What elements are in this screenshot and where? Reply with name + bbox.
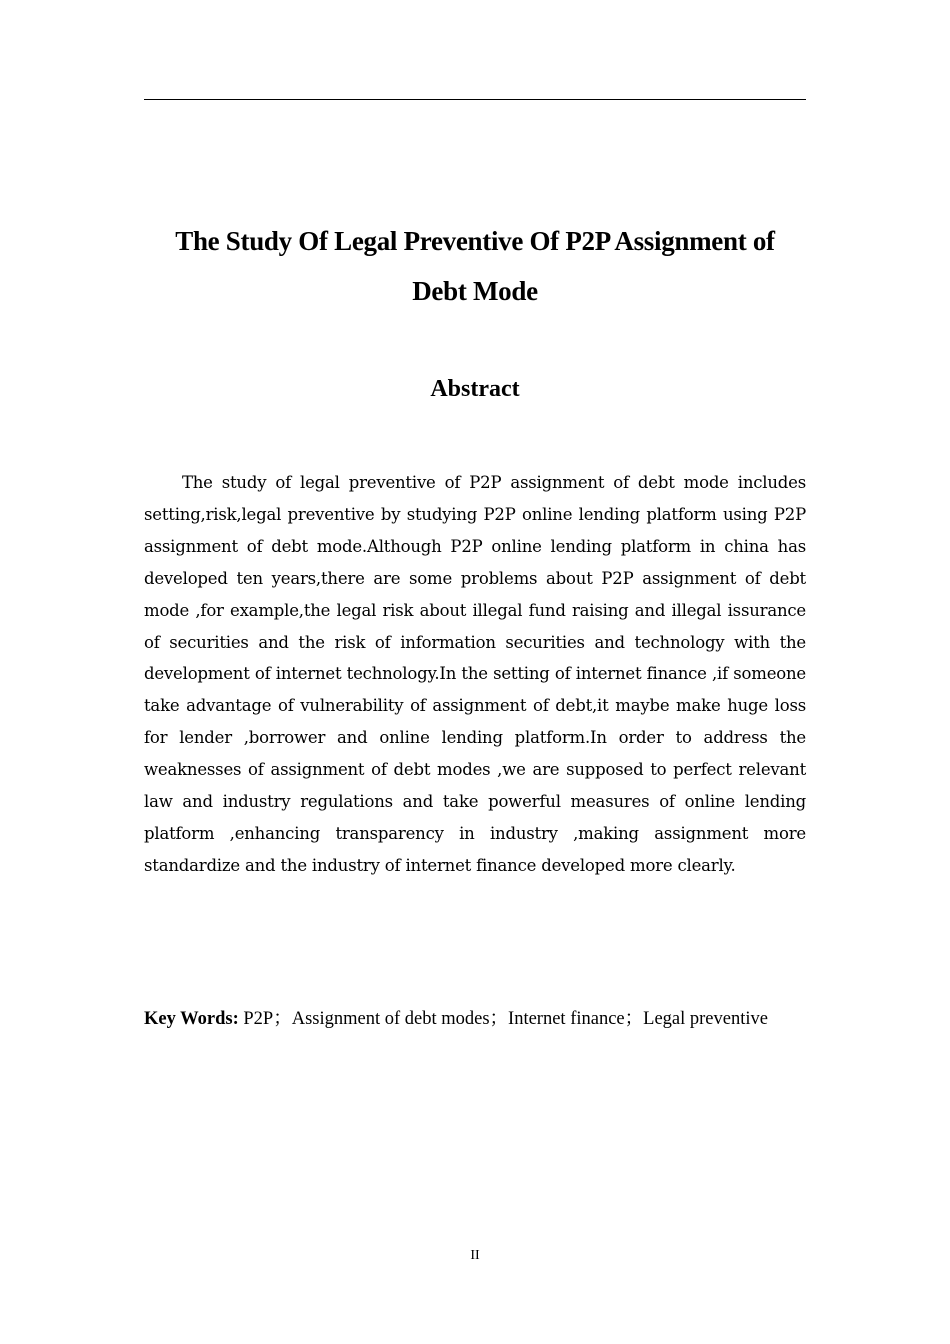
keywords-label: Key Words: xyxy=(144,1009,244,1029)
title-line-1: The Study Of Legal Preventive Of P2P Assignment of xyxy=(175,226,775,256)
page-number: II xyxy=(470,1248,480,1263)
keyword-separator: ； xyxy=(489,1009,509,1029)
keyword-item: Internet finance xyxy=(508,1009,625,1029)
keyword-separator: ； xyxy=(624,1009,644,1029)
header-rule xyxy=(144,99,806,100)
title-line-2: Debt Mode xyxy=(412,276,538,306)
keyword-item: Assignment of debt modes xyxy=(291,1009,490,1029)
keywords-line xyxy=(144,1006,844,1032)
keyword-item: Legal preventive xyxy=(643,1009,768,1029)
keyword-separator: ； xyxy=(273,1009,292,1029)
abstract-body: The study of legal preventive of P2P assignment of debt mode includes setting,risk,legal preventive by studying P2P online lending platform using P2P assignment of debt mode.Although P2P online lending platform in china has developed ten years,there are some problems about P2P assignment of debt mode ,for example,the legal risk about illegal fund raising and illegal issurance of securities and the risk of information securities and technology with the development of internet technology.In the setting of internet finance ,if someone take advantage of vulnerability of assignment of debt,it maybe make huge loss for lender ,borrower and online lending platform.In order to address the weaknesses of assignment of debt modes ,we are supposed to perfect relevant law and industry regulations and take powerful measures of online lending platform ,enhancing transparency in industry ,making assignment more standardize and the industry of internet finance developed more clearly. xyxy=(144,473,806,875)
keyword-item: P2P xyxy=(243,1009,274,1029)
document-title xyxy=(144,216,806,316)
abstract-heading: Abstract xyxy=(430,376,520,402)
